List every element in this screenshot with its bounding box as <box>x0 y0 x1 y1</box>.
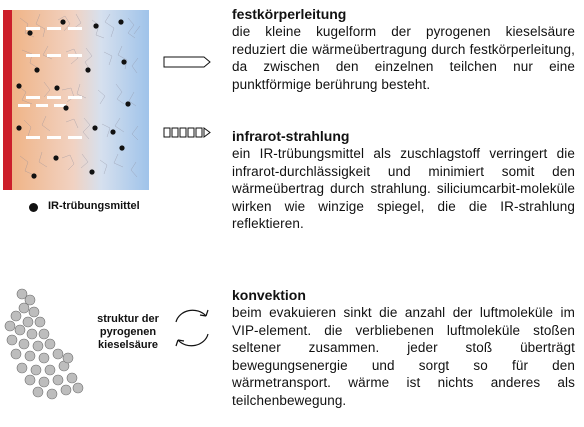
section-solid-conduction <box>232 6 575 93</box>
solid-conduction-arrow <box>164 57 210 67</box>
section-text: ein IR-trübungsmittel als zuschlagstoff verringert die infrarot-durchlässigkeit und minimiert somit den wärmeübertrag durch strahlung. siliciumcarbit-moleküle wirken wie winzige spiegel, die die IR-strahlung reflektieren. <box>232 146 575 231</box>
section-title: infrarot-strahlung <box>232 128 350 144</box>
fumed-silica-structure-image <box>2 282 92 402</box>
section-infrared-radiation <box>232 128 575 233</box>
legend-dot-icon <box>29 203 38 212</box>
section-text: die kleine kugelform der pyrogenen kieselsäure reduziert die wärmeübertragung durch festkörperleitung, da zwischen den einzelnen teilchen nur eine punktförmige berührung besteht. <box>232 24 575 92</box>
segmented-radiation-arrow <box>164 128 210 137</box>
convection-cycle-icon <box>168 306 216 350</box>
structure-label: struktur der pyrogenen kieselsäure <box>97 313 159 351</box>
section-title: konvektion <box>232 287 306 303</box>
section-title: festkörperleitung <box>232 6 347 22</box>
heat-wall <box>3 10 12 190</box>
section-text: beim evakuieren sinkt die anzahl der luftmoleküle im VIP-element. die verbliebenen luftmoleküle stoßen seltener zusammen. jeder stoß überträgt bewegungsenergie und sorgt so für den wärmetransport. wärme ist nichts anderes als teilchenbewegung. <box>232 305 575 408</box>
insulation-panel <box>12 10 149 190</box>
legend-label: IR-trübungsmittel <box>48 200 140 212</box>
section-convection <box>232 287 575 409</box>
heat-transfer-diagram <box>0 0 235 200</box>
